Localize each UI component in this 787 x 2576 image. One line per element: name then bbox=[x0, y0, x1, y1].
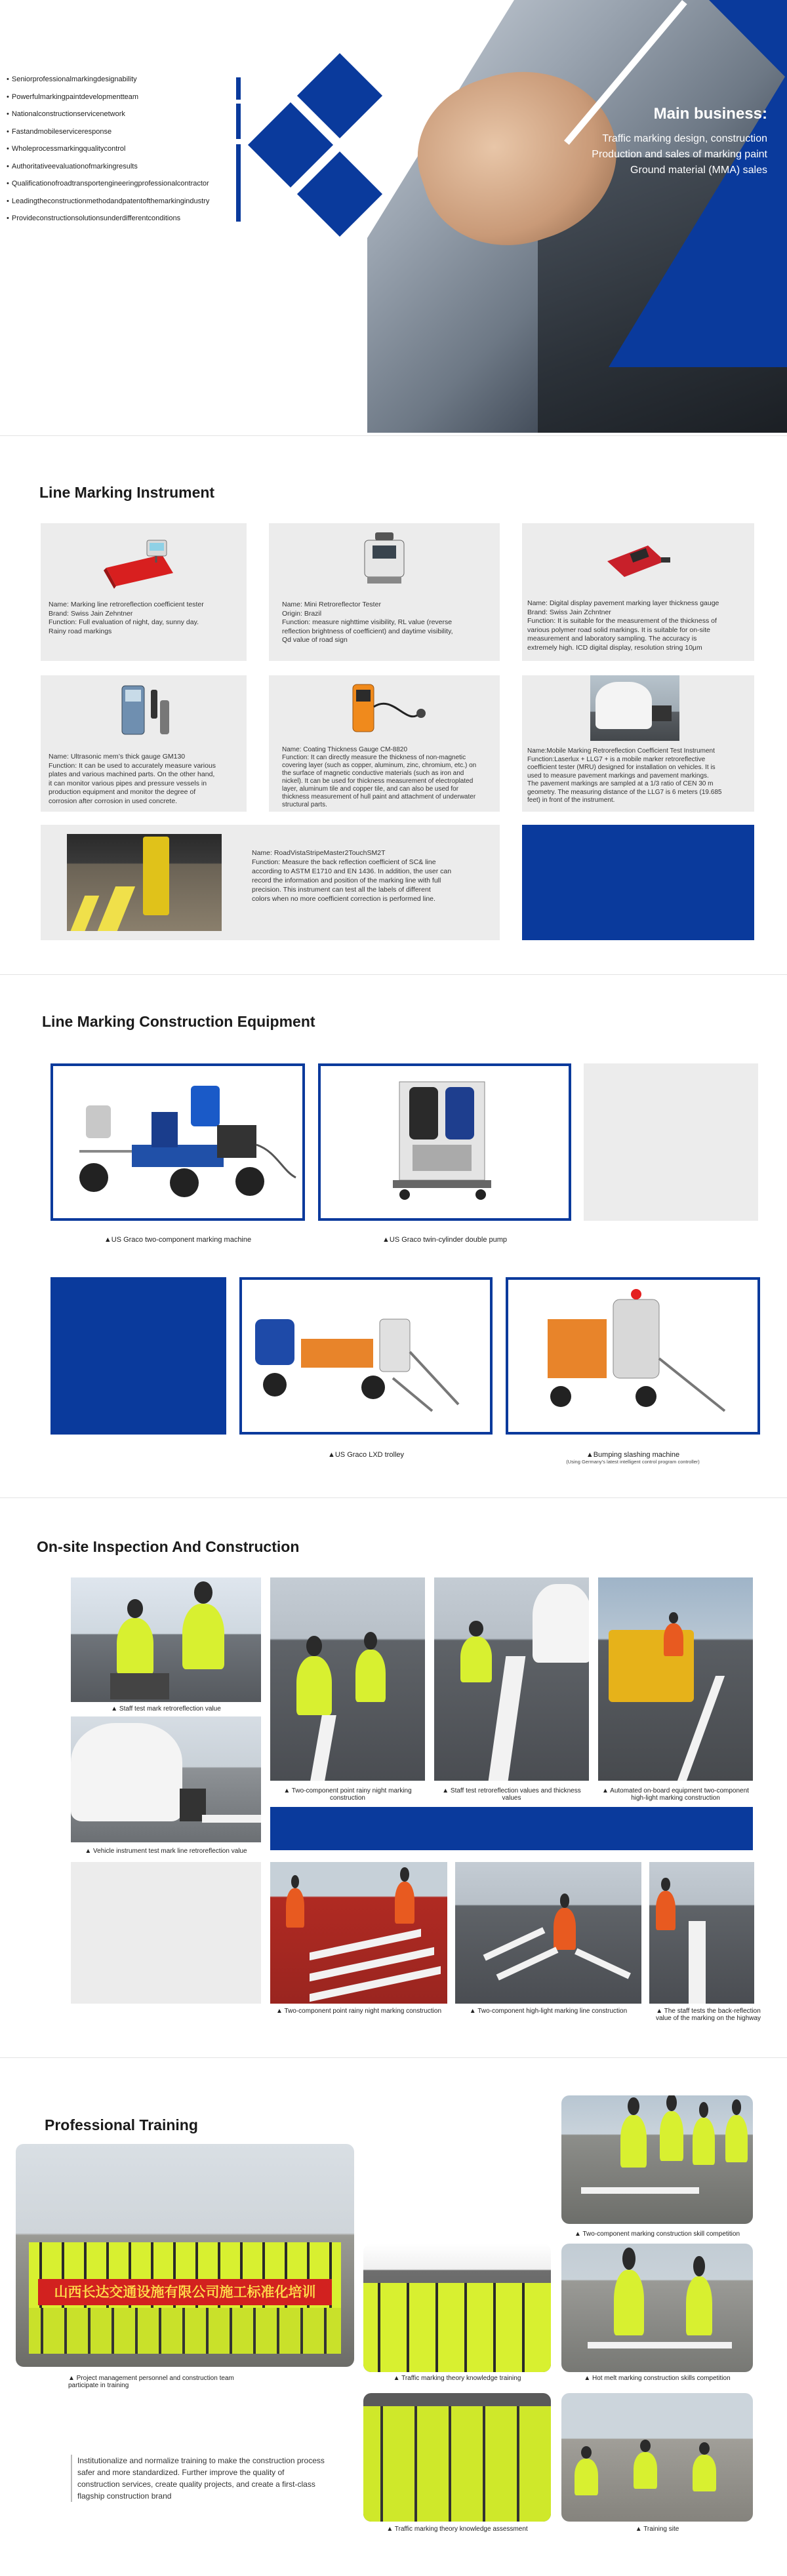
thickness-gauge-image bbox=[602, 542, 674, 581]
card-line: Function: It can directly measure the thickness of non-magnetic bbox=[282, 754, 466, 761]
card-line: Function:Laserlux + LLG7 + is a mobile marker retroreflective bbox=[527, 755, 706, 763]
training-caption: ▲ Traffic marking theory knowledge assessment bbox=[386, 2526, 528, 2533]
card-line: Rainy road markings bbox=[49, 627, 112, 635]
training-photo bbox=[363, 2244, 551, 2372]
main-business-line: Ground material (MMA) sales bbox=[630, 165, 767, 176]
training-caption: ▲ Project management personnel and construction team participate in training bbox=[68, 2375, 234, 2389]
inspection-caption: ▲ Staff test retroreflection values and thickness values bbox=[442, 1787, 581, 1802]
training-description: Institutionalize and normalize training to make the construction process safer and more standardized. Further improve the quality of construction services, create quality projects, and create a first-class flagship construction brand bbox=[71, 2455, 327, 2502]
instrument-card bbox=[522, 523, 754, 661]
instrument-card bbox=[269, 523, 500, 661]
inspection-caption: ▲ The staff tests the back-reflection value of the marking on the highway bbox=[655, 2008, 761, 2022]
feature-item: • Powerfulmarkingpaintdevelopmentteam bbox=[7, 89, 209, 106]
card-line: Name: Coating Thickness Gauge CM-8820 bbox=[282, 746, 408, 753]
card-line: Name: Ultrasonic mem’s thick gauge GM130 bbox=[49, 753, 186, 761]
section-separator bbox=[0, 2057, 787, 2058]
blue-block bbox=[50, 1277, 226, 1435]
card-line: nickel). It can be used for thickness measurement of electroplated bbox=[282, 778, 474, 785]
card-line: Qd value of road sign bbox=[282, 636, 348, 644]
feature-item: • Seniorprofessionalmarkingdesignability bbox=[7, 71, 209, 89]
instrument-card bbox=[41, 825, 500, 940]
card-line: structural parts. bbox=[282, 801, 327, 808]
section-title-instrument: Line Marking Instrument bbox=[39, 484, 215, 501]
inspection-photo bbox=[455, 1862, 641, 2004]
divider-bar bbox=[236, 77, 241, 100]
feature-item: • Leadingtheconstructionmethodandpatentofthemarkingindustry bbox=[7, 193, 209, 210]
training-banner: 山西长达交通设施有限公司施工标准化培训 bbox=[38, 2279, 332, 2305]
equipment-frame bbox=[50, 1063, 305, 1221]
training-group-photo bbox=[16, 2144, 354, 2367]
feature-item: • Nationalconstructionservicenetwork bbox=[7, 106, 209, 123]
card-line: record the information and position of the marking line with full bbox=[252, 877, 441, 884]
equipment-caption: ▲US Graco LXD trolley bbox=[327, 1451, 405, 1459]
card-line: Brand: Swiss Jain Zehntner bbox=[49, 609, 133, 618]
equipment-placeholder bbox=[584, 1063, 758, 1221]
inspection-photo bbox=[270, 1862, 447, 2004]
card-line: Function: It can be used to accurately measure various bbox=[49, 761, 216, 770]
ultrasonic-gauge-image bbox=[118, 683, 177, 738]
equipment-frame bbox=[506, 1277, 760, 1435]
card-line: colors when no more coefficient correction is performed line. bbox=[252, 895, 435, 903]
mini-retroreflector-image bbox=[359, 530, 409, 589]
inspection-photo bbox=[71, 1716, 261, 1842]
inspection-caption: ▲ Two-component high-light marking line construction bbox=[469, 2008, 628, 2015]
card-line: used to measure pavement markings and pavement markings. bbox=[527, 772, 709, 780]
card-line: The pavement markings are sampled at a 1/3 ratio of CEN 30 m bbox=[527, 780, 714, 787]
card-line: extremely high. ICD digital display, resolution string 10μm bbox=[527, 643, 702, 652]
inspection-photo bbox=[598, 1577, 753, 1781]
card-line: plates and various machined parts. On the other hand, bbox=[49, 770, 215, 778]
feature-item: • Qualificationofroadtransportengineeringprofessionalcontractor bbox=[7, 175, 209, 193]
main-business-line: Production and sales of marking paint bbox=[592, 149, 767, 160]
feature-item: • Authoritativeevaluationofmarkingresults bbox=[7, 158, 209, 176]
card-line: Function: Measure the back reflection coefficient of SC& line bbox=[252, 858, 436, 866]
training-photo bbox=[363, 2393, 551, 2522]
training-photo bbox=[561, 2095, 753, 2224]
inspection-photo bbox=[270, 1577, 425, 1781]
section-title-training: Professional Training bbox=[45, 2116, 198, 2133]
two-component-machine-image bbox=[53, 1066, 302, 1218]
equipment-frame bbox=[318, 1063, 571, 1221]
card-line: Brand: Swiss Jain Zchntner bbox=[527, 608, 611, 616]
main-business-title: Main business: bbox=[653, 105, 767, 123]
section-title-inspection: On-site Inspection And Construction bbox=[37, 1538, 300, 1555]
card-line: Name: RoadVistaStripeMaster2TouchSM2T bbox=[252, 849, 386, 857]
training-photo bbox=[561, 2393, 753, 2522]
training-caption: ▲ Training site bbox=[635, 2526, 679, 2533]
card-line: Name:Mobile Marking Retroreflection Coefficient Test Instrument bbox=[527, 747, 715, 755]
inspection-caption: ▲ Staff test mark retroreflection value bbox=[111, 1705, 221, 1713]
inspection-photo bbox=[434, 1577, 589, 1781]
section-separator bbox=[0, 1497, 787, 1498]
training-caption: ▲ Hot melt marking construction skills competition bbox=[584, 2375, 731, 2382]
divider-bar bbox=[236, 144, 241, 222]
card-line: various polymer road solid markings. It is suitable for on-site bbox=[527, 625, 710, 634]
instrument-card bbox=[269, 675, 500, 812]
section-title-equipment: Line Marking Construction Equipment bbox=[42, 1013, 315, 1030]
equipment-caption: ▲US Graco twin-cylinder double pump bbox=[382, 1236, 508, 1244]
card-line: the surface of magnetic conductive materials (such as iron and bbox=[282, 770, 464, 777]
section-separator bbox=[0, 435, 787, 436]
inspection-caption: ▲ Vehicle instrument test mark line retroreflection value bbox=[85, 1848, 247, 1855]
card-line: Function: Full evaluation of night, day, sunny day. bbox=[49, 618, 199, 626]
feature-item: • Wholeprocessmarkingqualitycontrol bbox=[7, 140, 209, 158]
equipment-frame bbox=[239, 1277, 493, 1435]
training-caption: ▲ Two-component marking construction skill competition bbox=[574, 2230, 740, 2238]
hero-section bbox=[0, 0, 787, 433]
feature-list bbox=[7, 71, 209, 228]
card-line: Name: Marking line retroreflection coefficient tester bbox=[49, 601, 204, 608]
card-line: layer, aluminum tile and copper tile, and can also be used for bbox=[282, 785, 459, 793]
inspection-placeholder bbox=[71, 1862, 261, 2004]
card-line: Origin: Brazil bbox=[282, 609, 322, 618]
blue-band bbox=[270, 1807, 753, 1850]
instrument-card bbox=[522, 675, 754, 812]
coating-gauge-image bbox=[348, 681, 433, 740]
card-line: covering layer (such as copper, aluminum, zinc, chromium, etc.) on bbox=[282, 762, 477, 769]
card-line: measurement and laboratory sampling. The accuracy is bbox=[527, 635, 697, 643]
section-separator bbox=[0, 974, 787, 975]
equipment-caption: ▲US Graco two-component marking machine bbox=[104, 1236, 252, 1244]
card-line: reflection brightness of coefficient) and daytime visibility, bbox=[282, 627, 453, 635]
twin-cylinder-pump-image bbox=[321, 1066, 569, 1218]
lxd-trolley-image bbox=[242, 1280, 490, 1432]
stripemaster-photo bbox=[67, 834, 222, 931]
card-line: Function: It is suitable for the measurement of the thickness of bbox=[527, 617, 717, 625]
inspection-caption: ▲ Two-component point rainy night marking construction bbox=[275, 2008, 442, 2015]
instrument-card bbox=[41, 523, 247, 661]
main-business bbox=[544, 105, 767, 178]
slashing-machine-image bbox=[508, 1280, 757, 1432]
equipment-caption-sub: (Using Germany's latest intelligent control program controller) bbox=[566, 1459, 700, 1465]
feature-item: • Provideconstructionsolutionsunderdifferentconditions bbox=[7, 210, 209, 228]
equipment-caption-text: ▲Bumping slashing machine bbox=[586, 1451, 680, 1459]
main-business-line: Traffic marking design, construction bbox=[602, 133, 767, 144]
card-line: Name: Digital display pavement marking layer thickness gauge bbox=[527, 599, 719, 607]
card-line: feet) in front of the instrument. bbox=[527, 797, 615, 804]
card-line: production equipment and monitor the degree of bbox=[49, 788, 196, 796]
inspection-caption: ▲ Automated on-board equipment two-component high-light marking construction bbox=[602, 1787, 749, 1802]
training-caption: ▲ Traffic marking theory knowledge training bbox=[393, 2375, 521, 2382]
card-line: coefficient tester (MRU) designed for installation on vehicles. It is bbox=[527, 764, 716, 771]
training-photo bbox=[561, 2244, 753, 2372]
instrument-card bbox=[41, 675, 247, 812]
inspection-photo bbox=[71, 1577, 261, 1702]
card-line: precision. This instrument can test all the labels of different bbox=[252, 886, 431, 894]
blue-block bbox=[522, 825, 754, 940]
card-line: geometry. The measuring distance of the LLG7 is 6 meters (19.685 bbox=[527, 788, 722, 796]
inspection-photo bbox=[649, 1862, 754, 2004]
inspection-caption: ▲ Two-component point rainy night marking construction bbox=[283, 1787, 412, 1802]
card-line: thickness measurement of hull paint and attachment of underwater bbox=[282, 793, 476, 801]
equipment-caption bbox=[506, 1451, 760, 1465]
retroreflection-tester-image bbox=[100, 535, 185, 589]
card-line: according to ASTM E1710 and EN 1436. In addition, the user can bbox=[252, 867, 452, 875]
card-line: corrosion after corrosion in used concrete. bbox=[49, 797, 178, 805]
divider-bar bbox=[236, 104, 241, 139]
card-line: Function: measure nighttime visibility, RL value (reverse bbox=[282, 618, 453, 626]
card-line: it can monitor various pipes and pressure vessels in bbox=[49, 779, 207, 787]
feature-item: • Fastandmobileserviceresponse bbox=[7, 123, 209, 141]
mobile-tester-photo bbox=[590, 675, 679, 741]
card-line: Name: Mini Retroreflector Tester bbox=[282, 601, 381, 608]
